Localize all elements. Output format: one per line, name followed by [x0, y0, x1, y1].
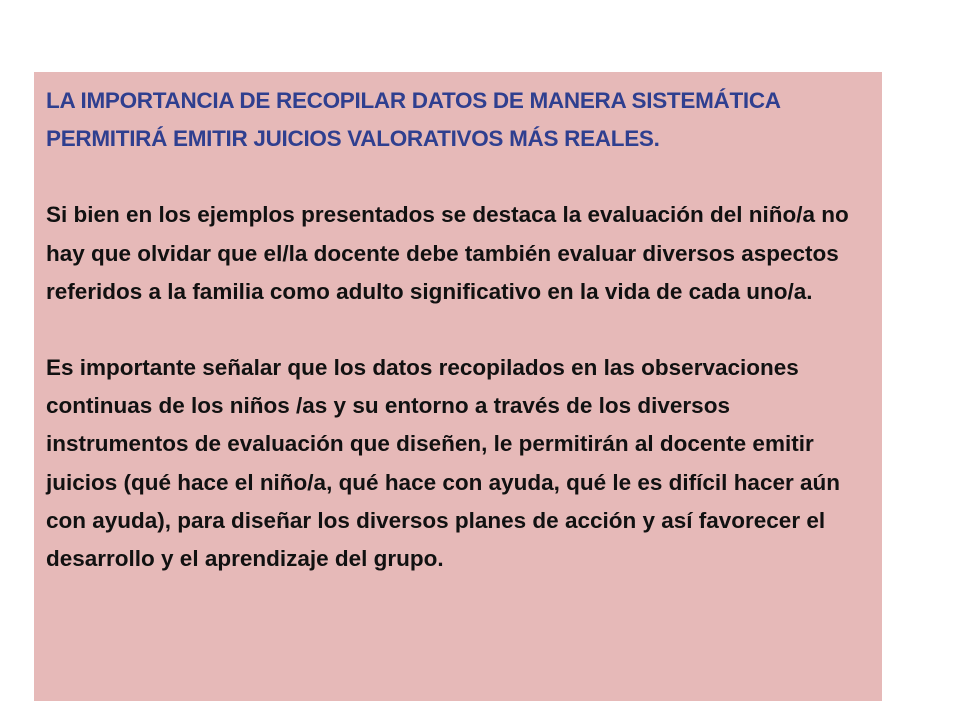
paragraph-spacer: [46, 311, 870, 349]
paragraph-data-collection: Es importante señalar que los datos recopilados en las observaciones continuas de los niños /as y su entorno a través de los diversos instrumentos de evaluación que diseñen, le permitirán al docente emitir juicios (qué hace el niño/a, qué hace con ayuda, qué le es difícil hacer aún con ayuda), para diseñar los diversos planes de acción y así favorecer el desarrollo y el aprendizaje del grupo.: [46, 355, 840, 572]
heading-text: LA IMPORTANCIA DE RECOPILAR DATOS DE MANERA SISTEMÁTICA PERMITIRÁ EMITIR JUICIOS VALORATIVOS MÁS REALES.: [46, 88, 780, 152]
paragraph-evaluation: Si bien en los ejemplos presentados se destaca la evaluación del niño/a no hay que olvidar que el/la docente debe también evaluar diversos aspectos referidos a la familia como adulto significativo en la vida de cada uno/a.: [46, 202, 849, 304]
text-box: [34, 72, 882, 701]
paragraph-spacer: [46, 158, 870, 196]
